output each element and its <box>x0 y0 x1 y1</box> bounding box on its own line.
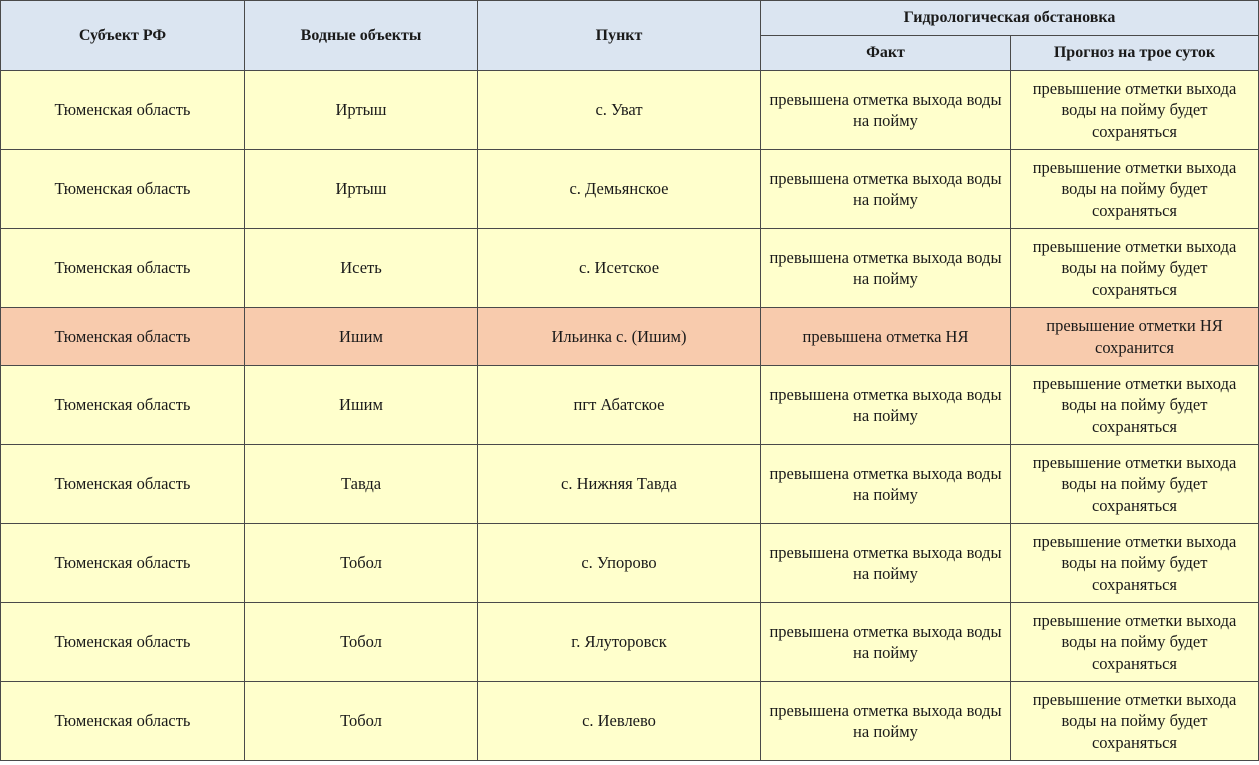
cell-point: с. Нижняя Тавда <box>478 445 761 524</box>
cell-fact: превышена отметка выхода воды на пойму <box>761 71 1011 150</box>
cell-fact: превышена отметка выхода воды на пойму <box>761 229 1011 308</box>
cell-forecast: превышение отметки выхода воды на пойму будет сохраняться <box>1011 150 1259 229</box>
cell-point: с. Иевлево <box>478 682 761 761</box>
cell-point: с. Упорово <box>478 524 761 603</box>
table-row <box>1 150 1259 229</box>
cell-fact: превышена отметка НЯ <box>761 308 1011 366</box>
table-header <box>1 1 1259 71</box>
cell-fact: превышена отметка выхода воды на пойму <box>761 524 1011 603</box>
cell-subject: Тюменская область <box>1 366 245 445</box>
table-row <box>1 229 1259 308</box>
cell-forecast: превышение отметки выхода воды на пойму будет сохраняться <box>1011 71 1259 150</box>
header-fact: Факт <box>761 36 1011 71</box>
cell-water: Ишим <box>245 308 478 366</box>
table-body <box>1 71 1259 761</box>
header-forecast: Прогноз на трое суток <box>1011 36 1259 71</box>
cell-water: Исеть <box>245 229 478 308</box>
cell-fact: превышена отметка выхода воды на пойму <box>761 366 1011 445</box>
cell-point: Ильинка с. (Ишим) <box>478 308 761 366</box>
cell-fact: превышена отметка выхода воды на пойму <box>761 603 1011 682</box>
table-row <box>1 682 1259 761</box>
cell-forecast: превышение отметки выхода воды на пойму будет сохраняться <box>1011 366 1259 445</box>
cell-point: с. Исетское <box>478 229 761 308</box>
cell-point: с. Демьянское <box>478 150 761 229</box>
cell-subject: Тюменская область <box>1 603 245 682</box>
header-point: Пункт <box>478 1 761 71</box>
cell-water: Иртыш <box>245 71 478 150</box>
cell-water: Тобол <box>245 603 478 682</box>
cell-fact: превышена отметка выхода воды на пойму <box>761 682 1011 761</box>
table-row <box>1 603 1259 682</box>
cell-forecast: превышение отметки выхода воды на пойму будет сохраняться <box>1011 682 1259 761</box>
table-row <box>1 524 1259 603</box>
table-row <box>1 71 1259 150</box>
table-row <box>1 445 1259 524</box>
cell-forecast: превышение отметки НЯ сохранится <box>1011 308 1259 366</box>
cell-subject: Тюменская область <box>1 308 245 366</box>
cell-subject: Тюменская область <box>1 71 245 150</box>
cell-forecast: превышение отметки выхода воды на пойму будет сохраняться <box>1011 445 1259 524</box>
cell-point: пгт Абатское <box>478 366 761 445</box>
header-hydro-situation: Гидрологическая обстановка <box>761 1 1259 36</box>
cell-fact: превышена отметка выхода воды на пойму <box>761 150 1011 229</box>
header-water-objects: Водные объекты <box>245 1 478 71</box>
header-subject: Субъект РФ <box>1 1 245 71</box>
cell-water: Тавда <box>245 445 478 524</box>
cell-water: Тобол <box>245 682 478 761</box>
table-row <box>1 366 1259 445</box>
cell-fact: превышена отметка выхода воды на пойму <box>761 445 1011 524</box>
cell-subject: Тюменская область <box>1 524 245 603</box>
cell-subject: Тюменская область <box>1 682 245 761</box>
cell-subject: Тюменская область <box>1 445 245 524</box>
cell-subject: Тюменская область <box>1 229 245 308</box>
cell-subject: Тюменская область <box>1 150 245 229</box>
cell-water: Иртыш <box>245 150 478 229</box>
cell-point: г. Ялуторовск <box>478 603 761 682</box>
cell-forecast: превышение отметки выхода воды на пойму будет сохраняться <box>1011 603 1259 682</box>
cell-forecast: превышение отметки выхода воды на пойму будет сохраняться <box>1011 524 1259 603</box>
cell-water: Тобол <box>245 524 478 603</box>
cell-point: с. Уват <box>478 71 761 150</box>
table-row-alert <box>1 308 1259 366</box>
cell-water: Ишим <box>245 366 478 445</box>
cell-forecast: превышение отметки выхода воды на пойму будет сохраняться <box>1011 229 1259 308</box>
